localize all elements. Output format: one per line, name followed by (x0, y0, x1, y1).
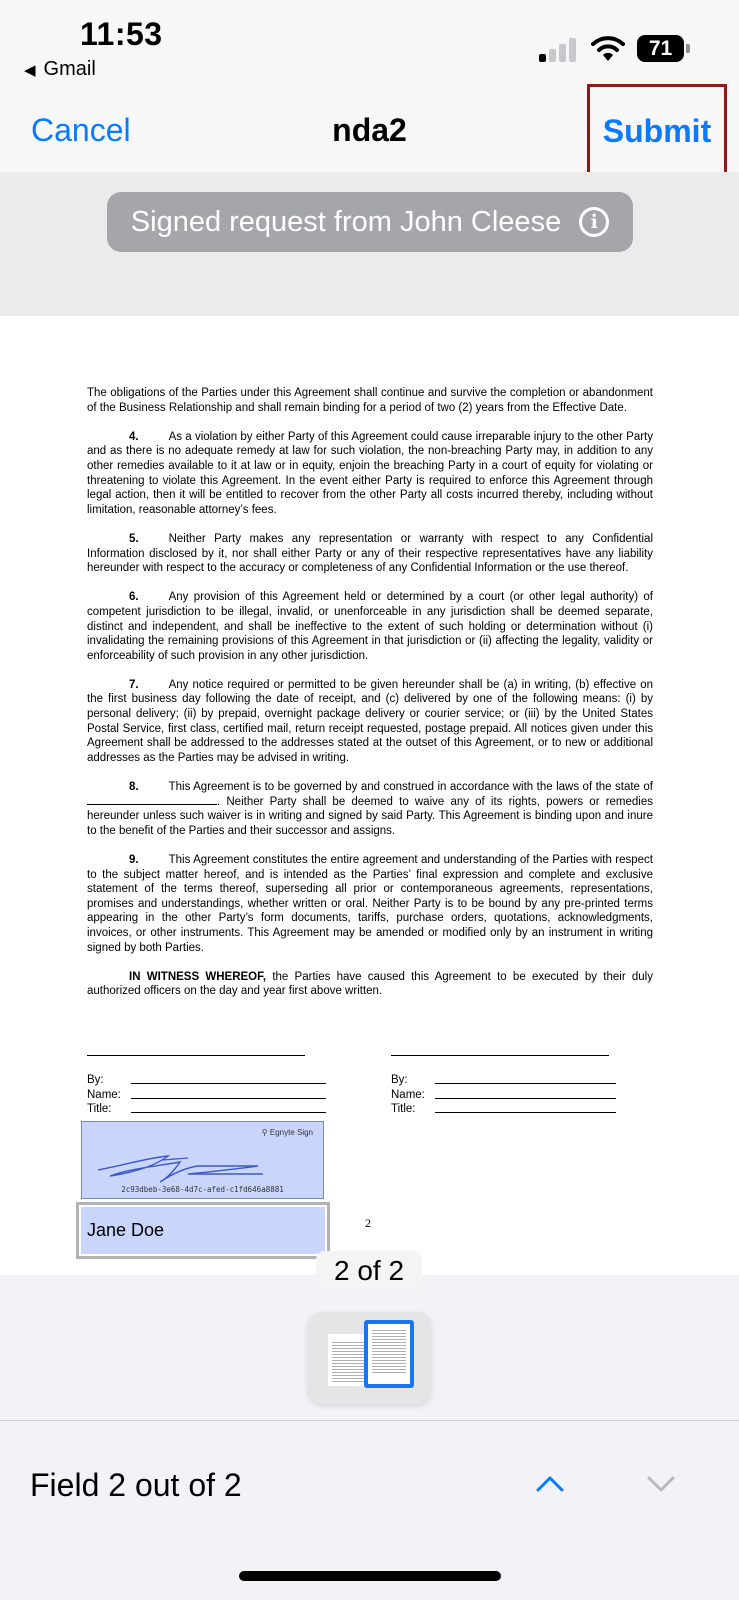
battery-level: 71 (637, 35, 684, 62)
cellular-signal-icon (539, 38, 579, 62)
banner-area (0, 172, 739, 316)
signer-block-right: By: Name: Title: (391, 1073, 616, 1117)
wifi-icon (591, 34, 625, 62)
doc-paragraph: IN WITNESS WHEREOF, the Parties have caused this Agreement to be executed by their duly authorized officers on the day and year first above written. (87, 970, 653, 998)
doc-paragraph: 8. This Agreement is to be governed by and construed in accordance with the laws of the state of . Neither Party shall be deemed to waive any of its rights, powers or remedies hereunder unless such waiver is in writing and signed by said Party. This Agreement is binding upon and inure to the benefit of the Parties and their successor and assigns. (87, 781, 653, 837)
nav-bar (0, 90, 739, 172)
previous-field-chevron-up-icon[interactable] (535, 1471, 565, 1495)
name-field[interactable] (76, 1202, 330, 1259)
doc-paragraph: 6. Any provision of this Agreement held or determined by a court (or other legal authority) of competent jurisdiction to be illegal, invalid, or unenforceable in any jurisdiction shall be deemed separate, distinct and independent, and shall be ineffective to the extent of such holding or determination without (i) invalidating the remaining provisions of this Agreement in that jurisdiction or (ii) affecting the legality, validity or enforceability of such provision in any other jurisdiction. (87, 591, 653, 662)
back-to-app-link[interactable] (24, 58, 96, 81)
signature-drawing (88, 1138, 318, 1188)
page-indicator: 2 of 2 (316, 1251, 422, 1291)
battery-icon (637, 35, 689, 62)
doc-paragraph: 4. As a violation by either Party of this Agreement could cause irreparable injury to the other Party and as there is no adequate remedy at law for such violation, the non-breaching Party may, in addition to any other remedies available to it at law or in equity, enjoin the breaching Party in a court of equity for violating or threatening to violate this Agreement. In the event either Party is required to enforce this Agreement through legal action, then it will be entitled to recover from the other Party all costs incurred thereby, including without limitation, reasonable attorney’s fees. (87, 430, 653, 516)
cancel-button[interactable]: Cancel (31, 112, 131, 148)
back-triangle-icon: ◀ (24, 61, 36, 79)
doc-paragraph: 7. Any notice required or permitted to be given hereunder shall be (a) in writing, (b) effective on the first business day following the date of receipt, and (c) delivered by one of the following means: (i) by personal delivery; (ii) by prepaid, overnight package delivery or courier service; or (iii) by the United States Postal Service, first class, certified mail, return receipt requested, postage prepaid. All notices given under this Agreement shall be addressed to the addresses stated at the outset of this Agreement, or to new or additional addresses as the Parties may be advised in writing. (87, 678, 653, 764)
page-number: 2 (365, 1216, 371, 1230)
status-bar (0, 0, 739, 90)
info-icon[interactable]: i (579, 207, 609, 237)
document-title: nda2 (332, 112, 407, 148)
egnyte-sign-brand: ⚲ Egnyte Sign (261, 1128, 313, 1137)
doc-paragraph: 9. This Agreement constitutes the entire agreement and understanding of the Parties with respect to the subject matter hereof, and is intended as the Parties’ final expression and complete and exclusive statement of the terms thereof, superseding all prior or contemporaneous agreements, representations, promises and understandings, whether written or oral. Neither Party is to be bound by any pre-printed terms appearing in the other Party’s form documents, tariffs, purchase orders, quotations, acknowledgments, invoices, or other instruments. This Agreement may be amended or modified only by an instrument in writing signed by both Parties. (87, 854, 653, 954)
status-time: 11:53 (80, 16, 163, 52)
signed-request-banner[interactable] (107, 192, 633, 252)
back-app-label: Gmail (43, 58, 96, 80)
signed-request-text: Signed request from John Cleese (130, 205, 562, 238)
next-field-chevron-down-icon[interactable] (646, 1471, 676, 1495)
document-page[interactable] (0, 316, 739, 1275)
home-indicator[interactable] (239, 1571, 501, 1581)
document-body (87, 386, 653, 1014)
signature-field[interactable] (81, 1121, 324, 1199)
signature-line-left (87, 1055, 305, 1056)
page-thumbnails[interactable] (308, 1312, 431, 1404)
submit-button[interactable]: Submit (587, 84, 727, 178)
page-thumbnail-1[interactable] (328, 1334, 368, 1386)
field-status: Field 2 out of 2 (30, 1467, 242, 1503)
name-field-value: Jane Doe (81, 1207, 325, 1254)
signature-hash: 2c93dbeb-3e68-4d7c-afed-c1fd646a8881 (121, 1185, 284, 1194)
doc-paragraph: The obligations of the Parties under this Agreement shall continue and survive the completion or abandonment of the Business Relationship and shall remain binding for a period of two (2) years from the Effective Date. (87, 387, 653, 414)
signature-line-right (391, 1055, 609, 1056)
doc-paragraph: 5. Neither Party makes any representation or warranty with respect to any Confidential Information disclosed by it, nor shall either Party or any of their respective representatives have any liability hereunder with respect to the accuracy or completeness of any Confidential Information or the use thereof. (87, 532, 653, 575)
signer-block-left: By: Name: Title: (87, 1073, 326, 1117)
page-thumbnail-2-selected[interactable] (364, 1320, 414, 1388)
